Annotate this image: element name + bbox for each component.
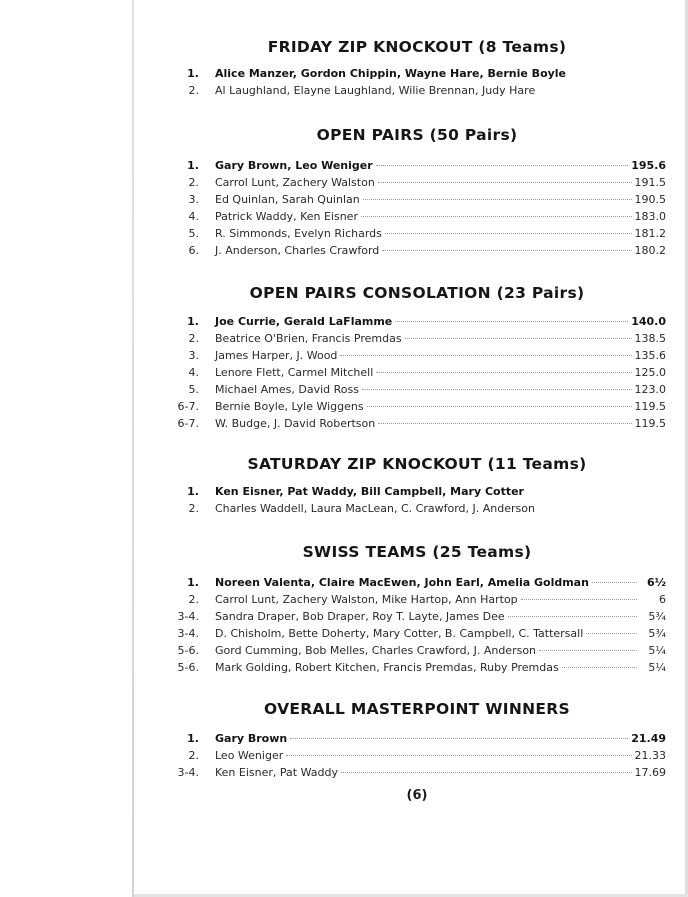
- placement-rank: 3-4.: [177, 766, 199, 779]
- result-entry: [215, 192, 666, 208]
- result-row: [188, 331, 666, 347]
- result-entry: [215, 501, 666, 517]
- placement-rank: 3-4.: [177, 610, 199, 623]
- dot-leader: [340, 355, 631, 356]
- player-names: Ed Quinlan, Sarah Quinlan: [215, 193, 360, 206]
- player-names: Leo Weniger: [215, 749, 284, 762]
- result-row: [177, 609, 666, 625]
- score-value: 125.0: [634, 366, 666, 379]
- score-value: 140.0: [631, 315, 666, 328]
- result-row: [177, 643, 666, 659]
- result-entry: [215, 626, 666, 642]
- result-entry: [215, 314, 666, 330]
- score-value: 5¼: [648, 661, 666, 674]
- player-names: Joe Currie, Gerald LaFlamme: [215, 315, 393, 328]
- dot-leader: [286, 755, 631, 756]
- result-entry: [215, 484, 666, 500]
- placement-rank: 4.: [188, 210, 199, 223]
- player-names: Bernie Boyle, Lyle Wiggens: [215, 400, 364, 413]
- player-names: R. Simmonds, Evelyn Richards: [215, 227, 382, 240]
- player-names: J. Anderson, Charles Crawford: [215, 244, 380, 257]
- dot-leader: [508, 616, 637, 617]
- dot-leader: [521, 599, 637, 600]
- page-number: (6): [406, 788, 428, 803]
- result-entry: [215, 66, 666, 82]
- player-names: Alice Manzer, Gordon Chippin, Wayne Hare, Bernie Boyle: [215, 67, 567, 80]
- placement-rank: 2.: [188, 332, 199, 345]
- player-names: Lenore Flett, Carmel Mitchell: [215, 366, 374, 379]
- section-title: OPEN PAIRS CONSOLATION (23 Pairs): [249, 284, 585, 302]
- dot-leader: [341, 772, 632, 773]
- score-value: 119.5: [634, 400, 666, 413]
- result-entry: [215, 158, 666, 174]
- result-row: [188, 83, 666, 99]
- section-title: OVERALL MASTERPOINT WINNERS: [264, 700, 570, 718]
- placement-rank: 3-4.: [177, 627, 199, 640]
- score-value: 191.5: [634, 176, 666, 189]
- placement-rank: 1.: [187, 315, 199, 328]
- result-entry: [215, 731, 666, 747]
- result-row: [177, 626, 666, 642]
- dot-leader: [539, 650, 637, 651]
- result-entry: [215, 416, 666, 432]
- player-names: Carrol Lunt, Zachery Walston, Mike Hartop, Ann Hartop: [215, 593, 518, 606]
- section-title: OPEN PAIRS (50 Pairs): [316, 126, 518, 144]
- score-value: 183.0: [634, 210, 666, 223]
- score-value: 6: [659, 593, 666, 606]
- result-row: [177, 416, 666, 432]
- section-title: SATURDAY ZIP KNOCKOUT (11 Teams): [247, 455, 587, 473]
- player-names: Michael Ames, David Ross: [215, 383, 359, 396]
- score-value: 119.5: [634, 417, 666, 430]
- result-row: [188, 209, 666, 225]
- result-entry: [215, 643, 666, 659]
- score-value: 181.2: [634, 227, 666, 240]
- placement-rank: 3.: [188, 193, 199, 206]
- player-names: W. Budge, J. David Robertson: [215, 417, 376, 430]
- result-row: [188, 575, 666, 591]
- dot-leader: [586, 633, 637, 634]
- player-names: Mark Golding, Robert Kitchen, Francis Premdas, Ruby Premdas: [215, 661, 559, 674]
- result-row: [188, 175, 666, 191]
- placement-rank: 1.: [187, 485, 199, 498]
- score-value: 21.49: [631, 732, 666, 745]
- result-entry: [215, 765, 666, 781]
- placement-rank: 6-7.: [177, 400, 199, 413]
- result-row: [188, 226, 666, 242]
- score-value: 180.2: [634, 244, 666, 257]
- placement-rank: 1.: [187, 159, 199, 172]
- result-row: [177, 399, 666, 415]
- player-names: Gary Brown, Leo Weniger: [215, 159, 373, 172]
- placement-rank: 5-6.: [177, 644, 199, 657]
- dot-leader: [362, 389, 632, 390]
- score-value: 138.5: [634, 332, 666, 345]
- player-names: Ken Eisner, Pat Waddy, Bill Campbell, Mary Cotter: [215, 485, 524, 498]
- player-names: Ken Eisner, Pat Waddy: [215, 766, 338, 779]
- placement-rank: 2.: [188, 593, 199, 606]
- placement-rank: 2.: [188, 502, 199, 515]
- player-names: Al Laughland, Elayne Laughland, Wilie Brennan, Judy Hare: [215, 84, 536, 97]
- score-value: 190.5: [634, 193, 666, 206]
- score-value: 5¾: [648, 627, 666, 640]
- placement-rank: 4.: [188, 366, 199, 379]
- result-row: [188, 748, 666, 764]
- result-entry: [215, 592, 666, 608]
- player-names: Noreen Valenta, Claire MacEwen, John Earl, Amelia Goldman: [215, 576, 589, 589]
- result-row: [188, 501, 666, 517]
- dot-leader: [378, 182, 632, 183]
- result-row: [177, 765, 666, 781]
- placement-rank: 1.: [187, 732, 199, 745]
- score-value: 195.6: [631, 159, 666, 172]
- result-row: [188, 731, 666, 747]
- placement-rank: 3.: [188, 349, 199, 362]
- placement-rank: 1.: [187, 67, 199, 80]
- placement-rank: 2.: [188, 84, 199, 97]
- placement-rank: 1.: [187, 576, 199, 589]
- player-names: Gord Cumming, Bob Melles, Charles Crawford, J. Anderson: [215, 644, 537, 657]
- score-value: 17.69: [634, 766, 666, 779]
- score-value: 123.0: [634, 383, 666, 396]
- section-title: SWISS TEAMS (25 Teams): [302, 543, 532, 561]
- result-entry: [215, 748, 666, 764]
- result-entry: [215, 175, 666, 191]
- score-value: 5¼: [648, 644, 666, 657]
- dot-leader: [382, 250, 631, 251]
- result-row: [188, 348, 666, 364]
- result-entry: [215, 348, 666, 364]
- dot-leader: [376, 372, 631, 373]
- placement-rank: 5.: [188, 383, 199, 396]
- score-value: 5¾: [648, 610, 666, 623]
- result-row: [188, 592, 666, 608]
- result-entry: [215, 226, 666, 242]
- dot-leader: [385, 233, 632, 234]
- result-row: [188, 382, 666, 398]
- dot-leader: [405, 338, 632, 339]
- placement-rank: 6.: [188, 244, 199, 257]
- result-entry: [215, 660, 666, 676]
- result-row: [188, 66, 666, 82]
- result-row: [177, 660, 666, 676]
- dot-leader: [290, 738, 628, 739]
- section-title: FRIDAY ZIP KNOCKOUT (8 Teams): [267, 38, 567, 56]
- placement-rank: 5-6.: [177, 661, 199, 674]
- score-value: 135.6: [634, 349, 666, 362]
- score-value: 6½: [646, 576, 666, 589]
- result-row: [188, 158, 666, 174]
- result-entry: [215, 382, 666, 398]
- player-names: D. Chisholm, Bette Doherty, Mary Cotter, B. Campbell, C. Tattersall: [215, 627, 584, 640]
- result-entry: [215, 399, 666, 415]
- result-row: [188, 243, 666, 259]
- result-entry: [215, 365, 666, 381]
- placement-rank: 2.: [188, 176, 199, 189]
- player-names: Patrick Waddy, Ken Eisner: [215, 210, 358, 223]
- dot-leader: [361, 216, 632, 217]
- result-entry: [215, 83, 666, 99]
- placement-rank: 6-7.: [177, 417, 199, 430]
- result-entry: [215, 243, 666, 259]
- player-names: Beatrice O'Brien, Francis Premdas: [215, 332, 402, 345]
- result-row: [188, 484, 666, 500]
- player-names: James Harper, J. Wood: [215, 349, 338, 362]
- dot-leader: [562, 667, 637, 668]
- dot-leader: [376, 165, 629, 166]
- player-names: Charles Waddell, Laura MacLean, C. Crawford, J. Anderson: [215, 502, 535, 515]
- dot-leader: [395, 321, 628, 322]
- dot-leader: [367, 406, 632, 407]
- dot-leader: [363, 199, 632, 200]
- result-entry: [215, 575, 666, 591]
- result-entry: [215, 331, 666, 347]
- result-entry: [215, 209, 666, 225]
- result-row: [188, 365, 666, 381]
- player-names: Gary Brown: [215, 732, 288, 745]
- dot-leader: [378, 423, 631, 424]
- player-names: Sandra Draper, Bob Draper, Roy T. Layte, James Dee: [215, 610, 505, 623]
- placement-rank: 2.: [188, 749, 199, 762]
- player-names: Carrol Lunt, Zachery Walston: [215, 176, 375, 189]
- placement-rank: 5.: [188, 227, 199, 240]
- score-value: 21.33: [634, 749, 666, 762]
- result-row: [188, 192, 666, 208]
- result-row: [188, 314, 666, 330]
- dot-leader: [592, 582, 637, 583]
- result-entry: [215, 609, 666, 625]
